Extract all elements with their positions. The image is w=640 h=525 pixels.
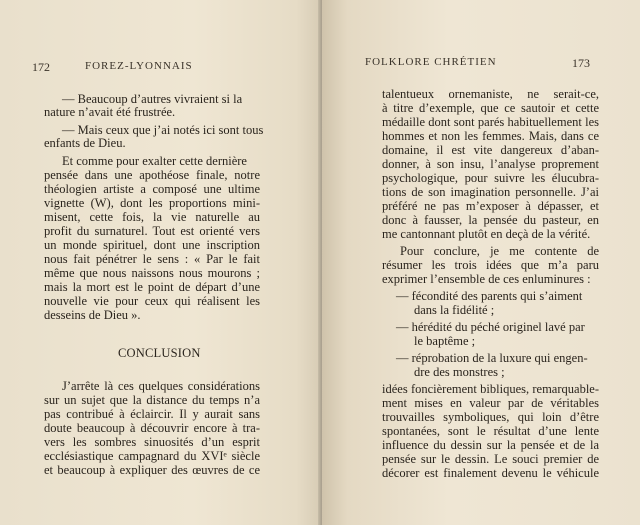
text-line: pensée dans une apothéose finale, notre	[44, 168, 260, 182]
text-line: doute beaucoup à découvrir encore à tra-	[44, 421, 260, 435]
text-line: ecclésiastique campagnard du XVIᵉ siècle	[44, 449, 260, 463]
text-line: J’arrête là ces quelques considérations	[62, 379, 260, 393]
page-number: 173	[572, 56, 590, 70]
text-line: résumer les trois idées que m’a paru	[382, 258, 599, 272]
running-head: FOLKLORE CHRÉTIEN	[365, 56, 497, 68]
text-line: pas contribué à éclaircir. Il y aurait sans	[44, 407, 260, 421]
text-line: hommes et non les femmes. Mais, dans ce	[382, 129, 599, 143]
text-line: talentueux ornemaniste, ne serait-ce,	[382, 87, 599, 101]
right-page	[322, 0, 640, 525]
text-line: donc à fausser, la pensée du pasteur, en	[382, 213, 599, 227]
text-line: Et comme pour exalter cette dernière	[62, 154, 247, 168]
running-head: FOREZ-LYONNAIS	[85, 60, 193, 72]
list-item: le baptême ;	[414, 334, 476, 348]
text-line: nous fait pénétrer le sens : « Par le fait	[44, 252, 260, 266]
page-number: 172	[32, 60, 50, 74]
text-line: enfants de Dieu.	[44, 136, 126, 150]
text-line: Pour conclure, je me contente de	[400, 244, 599, 258]
text-line: exprimer l’ensemble de ces enluminures :	[382, 272, 591, 286]
text-line: me cantonnant plutôt en deçà de la vérité.	[382, 227, 591, 241]
text-line: et beaucoup à expliquer des œuvres de ce	[44, 463, 260, 477]
text-line: théologien artiste a composé une ultime	[44, 182, 260, 196]
list-item: — réprobation de la luxure qui engen-	[396, 351, 588, 365]
text-line: desseins de Dieu ».	[44, 308, 141, 322]
text-line: préféré ne pas m’exposer à dépasser, et	[382, 199, 599, 213]
text-line: — Beaucoup d’autres vivraient si la	[62, 92, 243, 106]
text-line: même que nous naissons nous mourons ;	[44, 266, 260, 280]
text-line: vers les sombres sinuosités d’un esprit	[44, 435, 260, 449]
text-line: spontanées, sont le résultat d’une lente	[382, 424, 599, 438]
list-item: — fécondité des parents qui s’aiment	[396, 289, 583, 303]
text-line: misent, cette fois, la vie naturelle au	[44, 210, 260, 224]
text-line: à titre d’exemple, que ce sautoir et cette	[382, 101, 599, 115]
list-item: dans la fidélité ;	[414, 303, 495, 317]
text-line: un monde spirituel, dont une inscription	[44, 238, 260, 252]
text-line: trouvailles symboliques, qui loin d’être	[382, 410, 599, 424]
text-line: médaille dont sont parés habituellement les	[382, 115, 599, 129]
list-item: dre des monstres ;	[414, 365, 505, 379]
text-line: idées foncièrement bibliques, remarquable-	[382, 382, 599, 396]
text-line: psychologique, pour suivre les élucubra-	[382, 171, 599, 185]
text-line: mais la mort est le point de départ d’une	[44, 280, 260, 294]
text-line: donner, à son insu, l’analyse proprement	[382, 157, 599, 171]
text-line: influence du dessin sur la pensée et de la	[382, 438, 599, 452]
text-line: profit du surnaturel. Tout est orienté vers	[44, 224, 260, 238]
text-line: nature n’avait été frustrée.	[44, 105, 176, 119]
list-item: — hérédité du péché originel lavé par	[396, 320, 585, 334]
section-heading: CONCLUSION	[118, 346, 201, 360]
text-line: pensée sur le dessin. Le souci premier de	[382, 452, 599, 466]
text-line: domaine, il est vite dangereux d’aban-	[382, 143, 599, 157]
text-line: nouvelle vie pour ceux qui réalisent les	[44, 294, 260, 308]
text-line: — Mais ceux que j’ai notés ici sont tous	[62, 123, 264, 137]
text-line: tions de son imagination personnelle. J’ai	[382, 185, 599, 199]
text-line: décorer est finalement devenu le véhicule	[382, 466, 599, 480]
text-line: sur un sujet que la distance du temps n’a	[44, 393, 260, 407]
text-line: vignette (W), dont les proportions mini-	[44, 196, 260, 210]
text-line: ment mises en valeur par de véritables	[382, 396, 599, 410]
